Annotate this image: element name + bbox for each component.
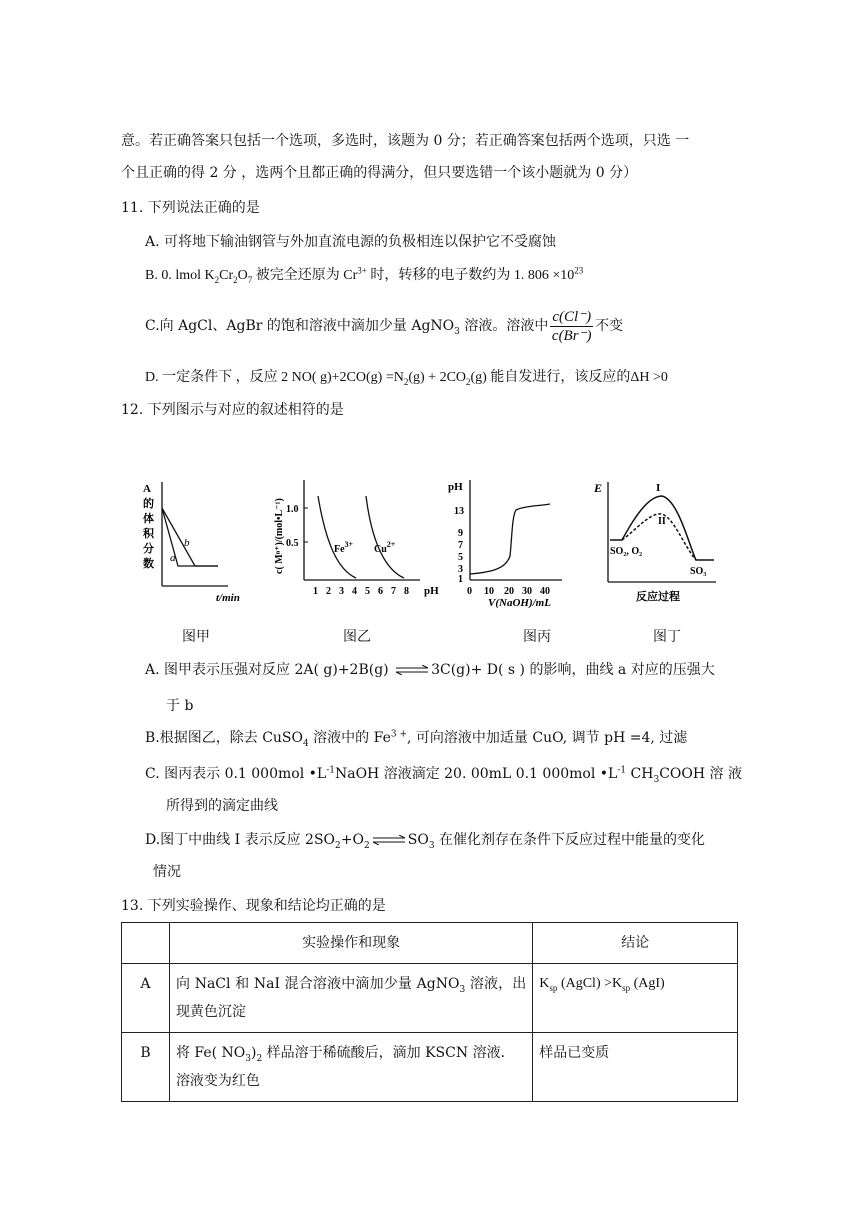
svg-text:9: 9 xyxy=(458,528,463,539)
fig-jia-xlabel: t/min xyxy=(216,592,240,604)
caption-bing: 图丙 xyxy=(523,629,551,645)
row-label: A xyxy=(122,964,170,1033)
fig-bing-titration-curve xyxy=(470,504,550,574)
caption-jia: 图甲 xyxy=(182,629,210,645)
svg-text:7: 7 xyxy=(458,540,463,551)
fig-jia-label-b: b xyxy=(184,537,190,549)
fig-yi-label-fe: $Fe^{3+}$ xyxy=(334,540,354,555)
figure-jia xyxy=(140,478,250,606)
q12-option-d-line1: D.图丁中曲线 I 表示反应 $2SO_2+O_2$ $SO_3$ 在催化剂存在条件下反应过程中能量的变化 xyxy=(145,832,705,851)
q12-option-d-line2: 情况 xyxy=(153,864,181,880)
fig-yi-curve-cu xyxy=(366,496,404,578)
row-label: B xyxy=(122,1033,170,1102)
svg-text:I: I xyxy=(656,482,661,494)
svg-text:5: 5 xyxy=(458,552,463,563)
fig-yi-ylabel: c( Mⁿ⁺)/(mol•L⁻¹) xyxy=(274,498,285,574)
q12-option-c-line1: C. 图丙表示 0.1 000mol $•L^{-1}NaOH$ 溶液滴定 20. 00mL 0.1 000mol $•L^{-1}$ $CH_3COOH$ 溶 液 xyxy=(145,765,742,785)
experiment-table xyxy=(121,922,738,1102)
fig-jia-label-a: a xyxy=(170,552,176,564)
fig-ding-reactants: SO₂, O₂ xyxy=(610,546,643,557)
fig-yi-label-cu: $Cu^{2+}$ xyxy=(374,540,396,555)
table-row xyxy=(122,1033,738,1102)
figure-yi xyxy=(268,474,448,608)
svg-text:8: 8 xyxy=(404,586,409,597)
svg-text:1.0: 1.0 xyxy=(286,504,299,515)
svg-text:2: 2 xyxy=(326,586,331,597)
q11-option-d: D. 一定条件下 ，反应 2 NO( $g)+2CO(g) =N_2(g) + 2CO_2(g)$ 能自发进行，该反应的ΔH >0 xyxy=(145,370,668,387)
svg-text:II: II xyxy=(658,516,666,527)
svg-text:6: 6 xyxy=(378,586,383,597)
table-header-row xyxy=(122,923,738,964)
svg-text:数: 数 xyxy=(143,558,154,570)
q12-option-a-line2: 于 b xyxy=(166,698,194,714)
svg-text:体: 体 xyxy=(143,513,154,525)
svg-text:7: 7 xyxy=(391,586,396,597)
fig-ding-ylabel: E xyxy=(594,481,603,495)
fig-bing-xlabel: V(NaOH)/mL xyxy=(488,597,551,608)
q12-option-b: B.根据图乙，除去 CuSO$_4$ 溶液中的 $Fe^{3 +}$, 可向溶液中加适量 CuO, 调节 pH =4, 过滤 xyxy=(145,729,688,749)
fig-jia-ylabel: A xyxy=(143,483,151,495)
q12-option-c-line2: 所得到的滴定曲线 xyxy=(166,798,278,814)
svg-text:的: 的 xyxy=(143,498,154,510)
chloride-bromide-ratio: $\frac{c(Cl^-)}{c(Br^-)}$ xyxy=(551,308,592,344)
svg-text:积: 积 xyxy=(143,528,154,540)
equilibrium-arrow-icon xyxy=(372,835,406,845)
svg-text:3: 3 xyxy=(458,564,463,575)
svg-text:13: 13 xyxy=(454,506,464,517)
q13-stem: 13. 下列实验操作、现象和结论均正确的是 xyxy=(121,898,386,914)
q12-option-a-line1: A. 图甲表示压强对反应 2A( g)+2B(g) 3C(g)+ D( s ) 的影响，曲线 a 对应的压强大 xyxy=(145,662,715,678)
svg-text:3: 3 xyxy=(339,586,344,597)
header-cell-operation: 实验操作和现象 xyxy=(169,923,532,964)
fig-bing-ylabel: pH xyxy=(448,481,463,493)
equilibrium-arrow-icon xyxy=(395,665,429,675)
header-cell-label xyxy=(122,923,170,964)
q11-option-a: A. 可将地下输油钢管与外加直流电源的负极相连以保护它不受腐蚀 xyxy=(145,234,557,250)
caption-yi: 图乙 xyxy=(343,629,371,645)
svg-text:40: 40 xyxy=(540,586,550,597)
row-conclusion: 样品已变质 xyxy=(533,1033,738,1102)
fig-ding-xlabel: 反应过程 xyxy=(636,591,680,603)
row-operation: 将 Fe( $NO_3)_2$ 样品溶于稀硫酸后，滴加 KSCN 溶液．溶液变为红色 xyxy=(169,1033,532,1102)
q11-option-b: B. 0. lmol $K_2Cr_2O_7$ 被完全还原为 $Cr^{3+}$ 时，转移的电子数约为 1. $806 \times 10^{23}$ xyxy=(145,265,584,285)
svg-text:分: 分 xyxy=(143,543,154,555)
row-conclusion: $K_{sp}$ (AgCl) $>K_{sp}$ (AgI) xyxy=(533,964,738,1033)
intro-line-2: 个且正确的得 2 分 ，选两个且都正确的得满分，但只要选错一个该小题就为 0 分） xyxy=(121,165,638,181)
q11-stem: 11. 下列说法正确的是 xyxy=(121,200,260,216)
header-cell-conclusion: 结论 xyxy=(533,923,738,964)
row-operation: 向 NaCl 和 NaI 混合溶液中滴加少量 AgNO$_3$ 溶液，出现黄色沉淀 xyxy=(169,964,532,1033)
svg-text:1: 1 xyxy=(458,574,463,585)
svg-text:5: 5 xyxy=(365,586,370,597)
q11-option-c: C.向 AgCl、AgBr 的饱和溶液中滴加少量 AgNO$_3$ 溶液。溶液中 $\frac{c(Cl^-)}{c(Br^-)}$ 不变 xyxy=(145,308,624,344)
svg-text:4: 4 xyxy=(352,586,357,597)
fig-ding-product: SO₃ xyxy=(690,566,707,577)
q12-stem: 12. 下列图示与对应的叙述相符的是 xyxy=(121,402,344,418)
figure-ding xyxy=(592,478,722,608)
svg-text:1: 1 xyxy=(313,586,318,597)
figure-bing xyxy=(444,476,576,608)
fig-yi-curve-fe xyxy=(318,496,356,578)
svg-text:0.5: 0.5 xyxy=(286,538,299,549)
svg-text:20: 20 xyxy=(504,586,514,597)
table-row xyxy=(122,964,738,1033)
svg-text:pH: pH xyxy=(424,585,439,597)
intro-line-1: 意。若正确答案只包括一个选项，多选时，该题为 0 分；若正确答案包括两个选项，只选 一 xyxy=(121,133,690,149)
svg-text:0: 0 xyxy=(467,586,472,597)
caption-ding: 图丁 xyxy=(653,629,681,645)
svg-text:10: 10 xyxy=(484,586,494,597)
svg-text:30: 30 xyxy=(522,586,532,597)
